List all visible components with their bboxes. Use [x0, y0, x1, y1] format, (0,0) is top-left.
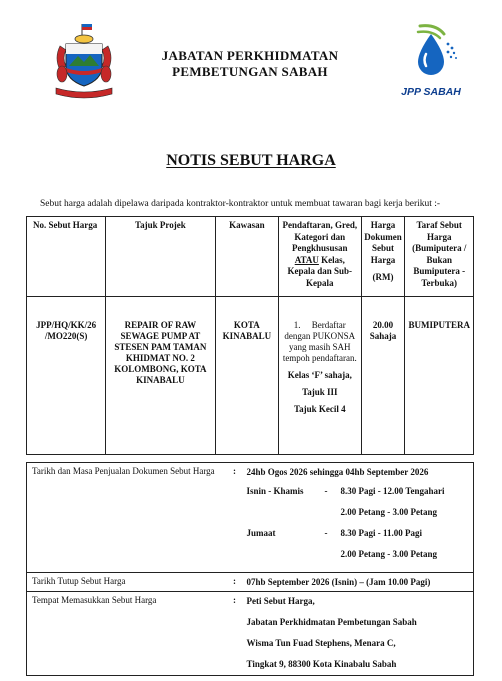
address-line: Wisma Tun Fuad Stephens, Menara C, [246, 638, 396, 648]
jpp-water-drop-logo-icon [396, 22, 466, 82]
address-line: Peti Sebut Harga, [246, 596, 315, 606]
place-colon: : [228, 592, 242, 676]
header-pendaftaran: Pendaftaran, Gred, Kategori dan Pengkhususan ATAU Kelas, Kepala dan Sub-Kepala [279, 217, 362, 297]
notice-title: NOTIS SEBUT HARGA [166, 152, 336, 169]
quotation-table [26, 216, 474, 455]
letterhead [0, 0, 502, 120]
sale-dates: 24hb Ogos 2026 sehingga 04hb September 2026 [246, 467, 429, 477]
tajuk-kecil-text: Tajuk Kecil 4 [293, 404, 346, 414]
schedule-row: 2.00 Petang - 3.00 Petang [340, 507, 437, 517]
cell-taraf: BUMIPUTERA [405, 297, 474, 455]
registration-note: 1. Berdaftar dengan PUKONSA yang masih SAH tempoh pendaftaran. [282, 320, 357, 363]
place-row [27, 592, 474, 676]
close-colon: : [228, 573, 242, 592]
sale-value [242, 463, 474, 573]
harga-value: 20.00 [372, 320, 394, 330]
close-row [27, 573, 474, 592]
place-value [242, 592, 474, 676]
tajuk-kelas-text: Tajuk III [302, 387, 338, 397]
header-tajuk: Tajuk Projek [106, 217, 215, 297]
sabah-state-crest-icon [52, 22, 116, 100]
sale-colon: : [228, 463, 242, 573]
harga-note: Sahaja [369, 331, 397, 341]
schedule-row: Jumaat - 8.30 Pagi - 11.00 Pagi [246, 528, 422, 538]
logo-label: JPP SABAH [401, 86, 461, 98]
header-taraf: Taraf Sebut Harga (Bumiputera / Bukan Bumiputera - Terbuka) [405, 217, 474, 297]
sale-label: Tarikh dan Masa Penjualan Dokumen Sebut Harga [27, 463, 228, 573]
cell-harga [361, 297, 405, 455]
department-name [150, 48, 350, 80]
schedule-row: Isnin - Khamis - 8.30 Pagi - 12.00 Tengahari [246, 486, 445, 496]
close-label: Tarikh Tutup Sebut Harga [27, 573, 228, 592]
schedule-row: 2.00 Petang - 3.00 Petang [340, 549, 437, 559]
cell-kawasan: KOTA KINABALU [215, 297, 278, 455]
header-harga: Harga Dokumen Sebut Harga (RM) [361, 217, 405, 297]
details-table [26, 462, 474, 676]
sale-row [27, 463, 474, 573]
department-line-2: PEMBETUNGAN SABAH [172, 64, 328, 79]
header-no: No. Sebut Harga [27, 217, 106, 297]
address-line: Tingkat 9, 88300 Kota Kinabalu Sabah [246, 659, 397, 669]
close-value: 07hb September 2026 (Isnin) – (Jam 10.00 Pagi) [242, 573, 474, 592]
cell-tajuk: REPAIR OF RAW SEWAGE PUMP AT STESEN PAM TAMAN KHIDMAT NO. 2 KOLOMBONG, KOTA KINABALU [106, 297, 215, 455]
kelas-text: Kelas ‘F’ sahaja, [287, 370, 352, 380]
place-label: Tempat Memasukkan Sebut Harga [27, 592, 228, 676]
table-header-row [27, 217, 474, 297]
table-row [27, 297, 474, 455]
address-line: Jabatan Perkhidmatan Pembetungan Sabah [246, 617, 417, 627]
intro-text: Sebut harga adalah dipelawa daripada kontraktor-kontraktor untuk membuat tawaran bagi kerja berikut :- [40, 199, 441, 209]
cell-no: JPP/HQ/KK/26 /MO220(S) [27, 297, 106, 455]
department-line-1: JABATAN PERKHIDMATAN [161, 48, 339, 63]
sale-schedule [247, 485, 469, 569]
cell-pendaftaran [279, 297, 362, 455]
header-kawasan: Kawasan [215, 217, 278, 297]
